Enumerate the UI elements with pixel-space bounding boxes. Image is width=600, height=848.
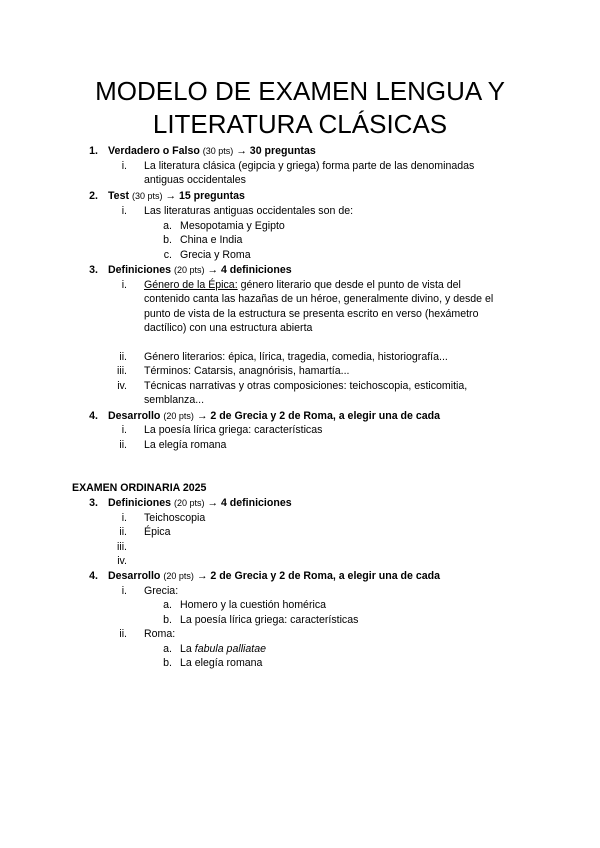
section-points: (20 pts) (173, 265, 205, 275)
italic-term: fabula palliatae (194, 643, 267, 655)
section-result: → 15 preguntas (165, 190, 245, 202)
definition-text: género literario que desde el punto de vista del (240, 279, 461, 291)
section-result: → 2 de Grecia y 2 de Roma, a elegir una de cada (196, 410, 440, 422)
title-line-1: MODELO DE EXAMEN LENGUA Y (95, 76, 505, 106)
section-points: (30 pts) (131, 191, 163, 201)
section-result: → 4 definiciones (207, 264, 292, 276)
list-item-continuation: antiguas occidentales (144, 174, 246, 186)
page-title (40, 75, 560, 141)
section-result: → 2 de Grecia y 2 de Roma, a elegir una de cada (196, 570, 440, 582)
section-name: Test (108, 190, 129, 202)
section-name: Verdadero o Falso (108, 145, 200, 157)
document-page: MODELO DE EXAMEN LENGUA Y LITERATURA CLÁSICAS 1. Verdadero o Falso (30 pts) → 30 preguntas i. La literatura clásica (egipcia y griega) forma parte de las denominadas antiguas occidentales 2. Test (30 pts) → 15 preguntas i. Las literaturas antiguas occidentales son de: a. Mesopotamia y Egipto b. China e India c. Grecia y Roma 3. Definiciones (20 pts) → 4 definiciones i. Género de la Épica: género literario que desde el punto de vista del contenido canta las hazañas de un héroe, generalmente divino, y desde el punto de vista de la estructura se presenta escrito en verso (hexámetro dactílico) con una estructura abierta ii. Género literarios: épica, lírica, tragedia, comedia, historiografía... iii. Términos: Catarsis, anagnórisis, hamartía... iv. Técnicas narrativas y otras composiciones: teichoscopia, esticomitia, semblanza... 4. Desarrollo (20 pts) → 2 de Grecia y 2 de Roma, a elegir una de cada i. La poesía lírica griega: características ii. La elegía romana EXAMEN ORDINARIA 2025 3. Definiciones (20 pts) → 4 definiciones i. Teichoscopia ii. Épica iii. iv. 4. Desarrollo (20 pts) → 2 de Grecia y 2 de Roma, a elegir una de cada i. Grecia: a. Homero y la cuestión homérica b. La poesía lírica griega: características ii. Roma: a. La fabula palliatae b. La elegía romana (0, 0, 600, 848)
section-name: Definiciones (108, 497, 171, 509)
section-result: → 4 definiciones (207, 497, 292, 509)
section-points: (20 pts) (173, 498, 205, 508)
definition-term: Género de la Épica: (144, 279, 238, 291)
section-points: (30 pts) (202, 146, 234, 156)
section-points: (20 pts) (163, 411, 194, 421)
title-line-2: LITERATURA CLÁSICAS (152, 109, 448, 139)
list-item-continuation: semblanza... (144, 394, 205, 406)
section-result: → 30 preguntas (236, 145, 316, 157)
definition-continuation: dactílico) con una estructura abierta (144, 322, 313, 334)
definition-continuation: contenido canta las hazañas de un héroe, generalmente divino, y desde el (144, 293, 494, 305)
section-name: Definiciones (108, 264, 171, 276)
section-name: Desarrollo (108, 570, 161, 582)
section-points: (20 pts) (163, 571, 194, 581)
section-name: Desarrollo (108, 410, 161, 422)
ordinaria-heading: EXAMEN ORDINARIA 2025 (72, 482, 207, 494)
definition-continuation: punto de vista de la estructura se presenta escrito en verso (hexámetro (144, 308, 479, 320)
